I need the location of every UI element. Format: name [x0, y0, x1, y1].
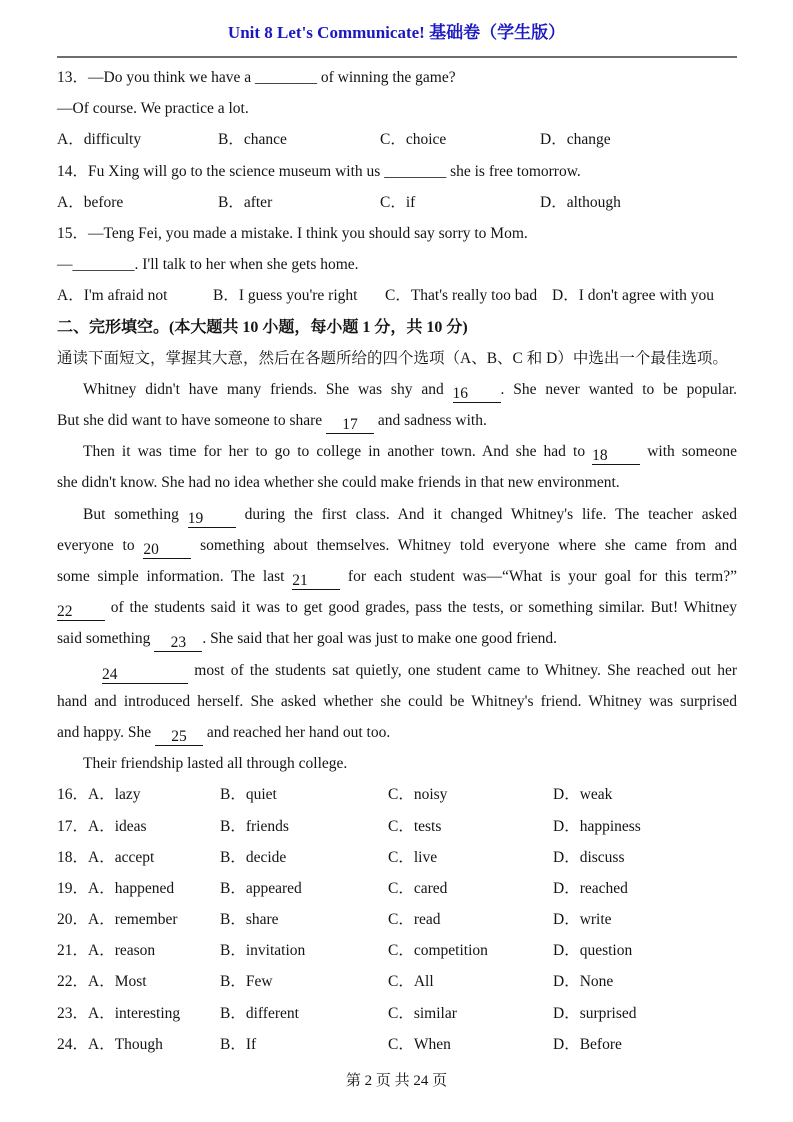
- option-D: D．change: [540, 131, 611, 149]
- cloze-blank-25: 25: [155, 728, 203, 746]
- page-title: Unit 8 Let's Communicate! 基础卷（学生版）: [227, 23, 566, 42]
- question-stem-13: 13．—Do you think we have a ________ of winning the game?: [57, 69, 456, 86]
- cloze-item-23: [57, 998, 737, 1029]
- option-C: C．read: [388, 911, 441, 929]
- cloze-item-22: [57, 966, 737, 997]
- question-number: 23．: [57, 1004, 89, 1022]
- page-footer: 第 2 页 共 24 页: [345, 1073, 448, 1089]
- cloze-instruction: 通读下面短文，掌握其大意，然后在各题所给的四个选项（A、B、C 和 D）中选出一个最佳选项。: [57, 349, 728, 367]
- option-D: D．Before: [553, 1035, 622, 1053]
- option-B: B．I guess you're right: [213, 287, 358, 305]
- option-D: D．I don't agree with you: [552, 287, 715, 305]
- question-number: 19．: [57, 879, 89, 897]
- option-A: A．difficulty: [57, 131, 142, 149]
- cloze-options-list: [57, 779, 737, 1060]
- option-A: A．I'm afraid not: [57, 287, 168, 305]
- option-B: B．If: [220, 1035, 257, 1053]
- option-A: A．Though: [88, 1035, 163, 1053]
- option-C: C．similar: [388, 1004, 457, 1022]
- passage-line-11: hand and introduced herself. She asked whether she could be Whitney's friend. Whitney was surprised: [57, 692, 737, 710]
- cloze-item-20: [57, 904, 737, 935]
- option-row-13: [57, 124, 737, 155]
- option-D: D．discuss: [553, 848, 625, 866]
- option-C: C．competition: [388, 942, 488, 960]
- option-B: B．quiet: [220, 786, 277, 804]
- passage-line-1: Whitney didn't have many friends. She was shy and 16 . She never wanted to be popular.: [83, 380, 737, 402]
- question-number: 16．: [57, 786, 89, 804]
- option-C: C．When: [388, 1035, 451, 1053]
- option-D: D．weak: [553, 786, 613, 804]
- question-number: 21．: [57, 942, 89, 960]
- cloze-blank-16: 16: [453, 385, 501, 403]
- option-C: C．live: [388, 848, 438, 866]
- cloze-item-17: [57, 811, 737, 842]
- question-stem-14: 14．Fu Xing will go to the science museum with us ________ she is free tomorrow.: [57, 162, 581, 180]
- cloze-section-heading: 二、完形填空。(本大题共 10 小题，每小题 1 分，共 10 分): [57, 318, 468, 336]
- option-C: C．noisy: [388, 786, 448, 804]
- option-A: A．lazy: [88, 786, 141, 804]
- passage-line-9: said something 23 . She said that her goal was just to make one good friend.: [57, 630, 558, 652]
- option-B: B．friends: [220, 817, 289, 835]
- option-D: D．None: [553, 973, 614, 991]
- option-B: B．share: [220, 911, 279, 929]
- cloze-item-16: [57, 779, 737, 810]
- question-number: 22．: [57, 973, 89, 991]
- passage-line-7: some simple information. The last 21 for each student was—“What is your goal for this term?”: [57, 568, 738, 589]
- passage-line-6: everyone to 20 something about themselves. Whitney told everyone where she came from and: [57, 536, 738, 558]
- cloze-item-18: [57, 842, 737, 873]
- option-B: B．appeared: [220, 879, 302, 897]
- option-C: C．All: [388, 973, 434, 991]
- question-number: 17．: [57, 817, 89, 835]
- option-A: A．accept: [88, 848, 155, 866]
- option-C: C．cared: [388, 879, 448, 897]
- cloze-blank-18: 18: [592, 447, 640, 465]
- cloze-item-24: [57, 1029, 737, 1060]
- option-B: B．invitation: [220, 942, 306, 960]
- passage-line-12: and happy. She 25 and reached her hand out too.: [57, 723, 391, 745]
- passage-line-8: 22 of the students said it was to get good grades, pass the tests, or something similar. But! Whitney: [57, 599, 737, 621]
- cloze-blank-20: 20: [143, 541, 191, 559]
- question-stem-13: —Of course. We practice a lot.: [57, 100, 249, 118]
- passage-line-4: she didn't know. She had no idea whether she could make friends in that new environment.: [57, 474, 620, 492]
- option-A: A．reason: [88, 942, 156, 960]
- option-B: B．after: [218, 193, 273, 211]
- option-A: A．ideas: [88, 817, 147, 835]
- option-B: B．decide: [220, 848, 287, 866]
- option-D: D．question: [553, 942, 633, 960]
- content-area: [57, 62, 737, 1060]
- cloze-blank-22: 22: [57, 603, 105, 621]
- cloze-blank-23: 23: [154, 634, 202, 652]
- question-number: 18．: [57, 848, 89, 866]
- question-number: 20．: [57, 911, 89, 929]
- option-D: D．write: [553, 911, 612, 929]
- passage-line-5: But something 19 during the first class. And it changed Whitney's life. The teacher asked: [83, 505, 737, 527]
- option-A: A．happened: [88, 879, 175, 897]
- cloze-blank-17: 17: [326, 416, 374, 434]
- header-divider: [57, 56, 737, 58]
- option-B: B．different: [220, 1004, 299, 1022]
- question-stem-15: —________. I'll talk to her when she gets home.: [57, 256, 359, 274]
- passage-line-13: Their friendship lasted all through college.: [83, 755, 348, 773]
- option-C: C．if: [380, 193, 416, 211]
- cloze-blank-24: 24: [102, 666, 188, 684]
- cloze-item-21: [57, 935, 737, 966]
- question-number: 24．: [57, 1035, 89, 1053]
- option-A: A．interesting: [88, 1004, 181, 1022]
- option-D: D．surprised: [553, 1004, 637, 1022]
- option-A: A．remember: [88, 911, 178, 929]
- option-C: C．choice: [380, 131, 447, 149]
- cloze-blank-21: 21: [292, 572, 340, 590]
- passage-line-3: Then it was time for her to go to college in another town. And she had to 18 with someone: [83, 443, 737, 465]
- single-choice-questions: [57, 62, 737, 312]
- option-B: B．chance: [218, 131, 287, 149]
- cloze-item-19: [57, 873, 737, 904]
- passage-line-10: 24 most of the students sat quietly, one student came to Whitney. She reached out her: [102, 661, 737, 683]
- option-row-14: [57, 187, 737, 218]
- option-D: D．happiness: [553, 817, 641, 835]
- question-stem-15: 15．—Teng Fei, you made a mistake. I think you should say sorry to Mom.: [57, 224, 528, 242]
- cloze-blank-19: 19: [188, 510, 236, 528]
- option-B: B．Few: [220, 973, 273, 991]
- option-A: A．before: [57, 193, 124, 211]
- option-D: D．although: [540, 193, 621, 211]
- option-row-15: [57, 280, 737, 311]
- passage-line-2: But she did want to have someone to share 17 and sadness with.: [57, 412, 487, 434]
- option-D: D．reached: [553, 879, 628, 897]
- cloze-passage: [57, 374, 737, 779]
- option-C: C．That's really too bad: [385, 287, 538, 305]
- option-C: C．tests: [388, 817, 442, 835]
- option-A: A．Most: [88, 973, 147, 991]
